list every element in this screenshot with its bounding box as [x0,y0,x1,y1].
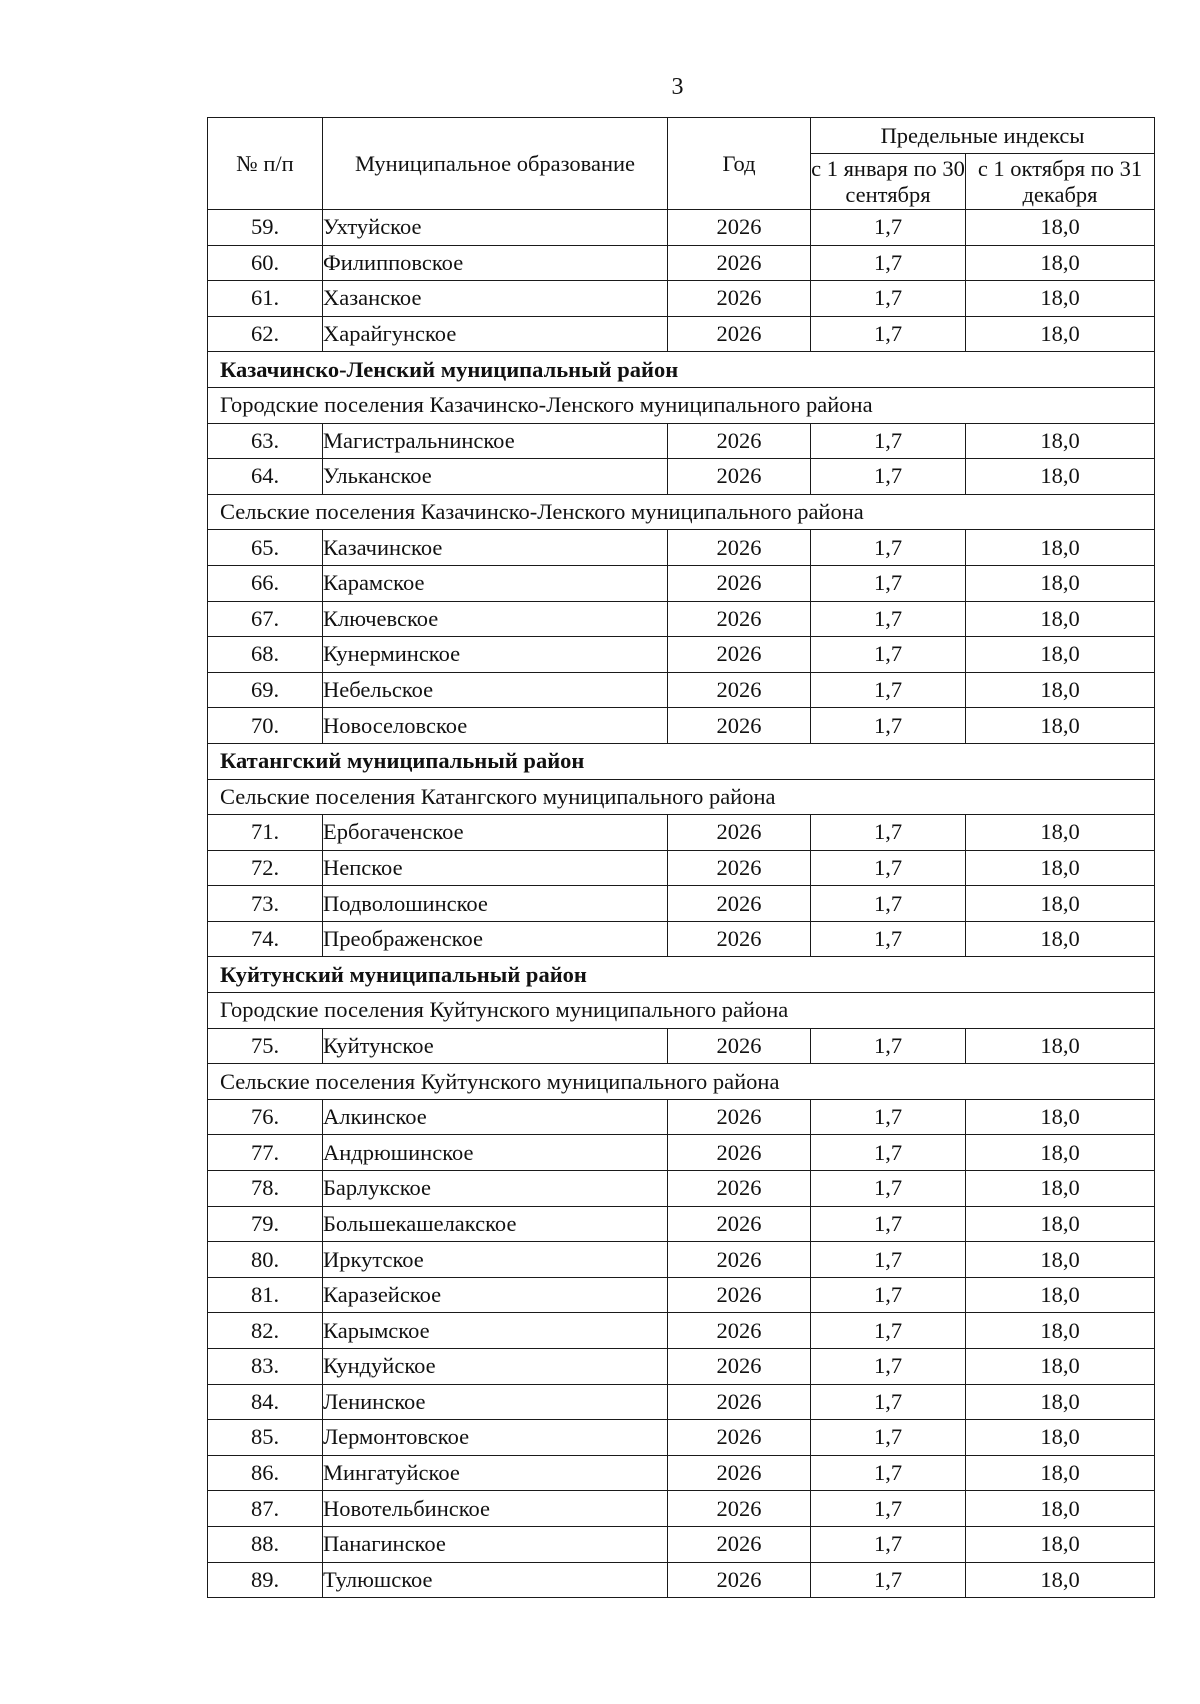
row-year: 2026 [668,815,811,851]
row-num: 59. [208,210,323,246]
row-num: 68. [208,637,323,673]
row-num: 67. [208,601,323,637]
row-num: 74. [208,921,323,957]
row-index-jan-sep: 1,7 [811,1099,966,1135]
header-period-2: с 1 октября по 31 декабря [966,154,1155,210]
row-num: 76. [208,1099,323,1135]
row-index-jan-sep: 1,7 [811,1171,966,1207]
row-index-oct-dec: 18,0 [966,1028,1155,1064]
district-heading-row [208,352,1155,388]
row-num: 60. [208,245,323,281]
table-row [208,530,1155,566]
row-municipality: Барлукское [323,1171,668,1207]
row-index-jan-sep: 1,7 [811,1028,966,1064]
row-index-oct-dec: 18,0 [966,1313,1155,1349]
table-row [208,1099,1155,1135]
row-num: 75. [208,1028,323,1064]
row-year: 2026 [668,1206,811,1242]
row-municipality: Казачинское [323,530,668,566]
row-year: 2026 [668,672,811,708]
row-municipality: Алкинское [323,1099,668,1135]
table-row [208,1526,1155,1562]
row-index-oct-dec: 18,0 [966,815,1155,851]
table-row [208,1277,1155,1313]
header-indices: Предельные индексы [811,118,1155,154]
row-year: 2026 [668,1099,811,1135]
settlement-group-row [208,494,1155,530]
row-year: 2026 [668,637,811,673]
table-row [208,245,1155,281]
table-row [208,1562,1155,1598]
district-heading-row [208,743,1155,779]
table-row [208,1455,1155,1491]
row-index-jan-sep: 1,7 [811,210,966,246]
row-num: 86. [208,1455,323,1491]
row-municipality: Лермонтовское [323,1420,668,1456]
row-year: 2026 [668,565,811,601]
row-year: 2026 [668,1028,811,1064]
table-row [208,637,1155,673]
row-index-oct-dec: 18,0 [966,530,1155,566]
table-row [208,210,1155,246]
row-year: 2026 [668,1171,811,1207]
settlement-group-row [208,993,1155,1029]
row-index-jan-sep: 1,7 [811,850,966,886]
row-num: 83. [208,1349,323,1385]
row-municipality: Ульканское [323,459,668,495]
row-year: 2026 [668,601,811,637]
row-year: 2026 [668,281,811,317]
settlement-group-row [208,1064,1155,1100]
settlement-group-row [208,779,1155,815]
row-municipality: Тулюшское [323,1562,668,1598]
settlement-group-heading: Сельские поселения Казачинско-Ленского муниципального района [208,494,1155,530]
row-index-oct-dec: 18,0 [966,1135,1155,1171]
row-year: 2026 [668,1242,811,1278]
header-year: Год [668,118,811,210]
row-index-jan-sep: 1,7 [811,1455,966,1491]
row-municipality: Хазанское [323,281,668,317]
row-index-jan-sep: 1,7 [811,281,966,317]
row-num: 63. [208,423,323,459]
row-index-oct-dec: 18,0 [966,459,1155,495]
row-num: 70. [208,708,323,744]
row-index-jan-sep: 1,7 [811,316,966,352]
row-municipality: Кунерминское [323,637,668,673]
row-index-oct-dec: 18,0 [966,565,1155,601]
row-municipality: Харайгунское [323,316,668,352]
row-index-jan-sep: 1,7 [811,245,966,281]
row-index-oct-dec: 18,0 [966,708,1155,744]
table-row [208,815,1155,851]
row-num: 82. [208,1313,323,1349]
row-num: 64. [208,459,323,495]
table-row [208,886,1155,922]
row-municipality: Магистральнинское [323,423,668,459]
header-period-1: с 1 января по 30 сентября [811,154,966,210]
table-row [208,281,1155,317]
table-row [208,565,1155,601]
row-year: 2026 [668,886,811,922]
table-row [208,1313,1155,1349]
row-index-oct-dec: 18,0 [966,1242,1155,1278]
row-index-jan-sep: 1,7 [811,601,966,637]
row-index-oct-dec: 18,0 [966,1277,1155,1313]
row-municipality: Ухтуйское [323,210,668,246]
row-year: 2026 [668,316,811,352]
row-index-jan-sep: 1,7 [811,1420,966,1456]
row-municipality: Андрюшинское [323,1135,668,1171]
table-row [208,672,1155,708]
row-year: 2026 [668,921,811,957]
row-municipality: Большекашелакское [323,1206,668,1242]
row-num: 61. [208,281,323,317]
row-index-oct-dec: 18,0 [966,281,1155,317]
row-index-jan-sep: 1,7 [811,1562,966,1598]
row-index-jan-sep: 1,7 [811,1491,966,1527]
row-municipality: Панагинское [323,1526,668,1562]
row-index-oct-dec: 18,0 [966,1455,1155,1491]
table-row [208,1420,1155,1456]
row-num: 72. [208,850,323,886]
row-municipality: Иркутское [323,1242,668,1278]
row-index-jan-sep: 1,7 [811,423,966,459]
tariff-index-table [207,117,1155,1598]
row-municipality: Новоселовское [323,708,668,744]
district-heading-row [208,957,1155,993]
row-municipality: Новотельбинское [323,1491,668,1527]
settlement-group-heading: Городские поселения Куйтунского муниципального района [208,993,1155,1029]
row-num: 84. [208,1384,323,1420]
row-year: 2026 [668,1349,811,1385]
row-index-jan-sep: 1,7 [811,530,966,566]
row-index-oct-dec: 18,0 [966,672,1155,708]
row-year: 2026 [668,1135,811,1171]
header-num: № п/п [208,118,323,210]
table-row [208,316,1155,352]
table-row [208,1206,1155,1242]
table-row [208,708,1155,744]
row-index-oct-dec: 18,0 [966,1420,1155,1456]
row-num: 66. [208,565,323,601]
row-index-jan-sep: 1,7 [811,1384,966,1420]
row-index-oct-dec: 18,0 [966,1206,1155,1242]
row-index-oct-dec: 18,0 [966,1349,1155,1385]
row-index-oct-dec: 18,0 [966,850,1155,886]
settlement-group-heading: Сельские поселения Куйтунского муниципального района [208,1064,1155,1100]
row-municipality: Куйтунское [323,1028,668,1064]
table-row [208,1242,1155,1278]
row-municipality: Карамское [323,565,668,601]
row-year: 2026 [668,1420,811,1456]
row-num: 87. [208,1491,323,1527]
row-num: 88. [208,1526,323,1562]
settlement-group-row [208,387,1155,423]
row-index-oct-dec: 18,0 [966,601,1155,637]
table-row [208,1171,1155,1207]
row-index-jan-sep: 1,7 [811,1242,966,1278]
table-header [208,118,1155,210]
row-index-oct-dec: 18,0 [966,921,1155,957]
row-index-oct-dec: 18,0 [966,1526,1155,1562]
row-index-oct-dec: 18,0 [966,637,1155,673]
table-row [208,1349,1155,1385]
table-row [208,423,1155,459]
row-year: 2026 [668,423,811,459]
row-index-oct-dec: 18,0 [966,1099,1155,1135]
row-num: 77. [208,1135,323,1171]
table-row [208,601,1155,637]
row-index-jan-sep: 1,7 [811,1526,966,1562]
row-index-oct-dec: 18,0 [966,245,1155,281]
row-index-jan-sep: 1,7 [811,815,966,851]
table-row [208,1491,1155,1527]
row-municipality: Непское [323,850,668,886]
row-index-oct-dec: 18,0 [966,1562,1155,1598]
row-year: 2026 [668,1277,811,1313]
row-num: 62. [208,316,323,352]
row-year: 2026 [668,1384,811,1420]
row-year: 2026 [668,1313,811,1349]
row-num: 69. [208,672,323,708]
table-row [208,459,1155,495]
row-num: 71. [208,815,323,851]
header-municipality: Муниципальное образование [323,118,668,210]
row-municipality: Карымское [323,1313,668,1349]
row-municipality: Каразейское [323,1277,668,1313]
row-municipality: Филипповское [323,245,668,281]
row-index-jan-sep: 1,7 [811,637,966,673]
row-index-jan-sep: 1,7 [811,1349,966,1385]
row-index-oct-dec: 18,0 [966,1491,1155,1527]
settlement-group-heading: Городские поселения Казачинско-Ленского муниципального района [208,387,1155,423]
table-row [208,921,1155,957]
district-heading: Казачинско-Ленский муниципальный район [208,352,1155,388]
row-index-oct-dec: 18,0 [966,1384,1155,1420]
row-year: 2026 [668,459,811,495]
table-row [208,850,1155,886]
row-year: 2026 [668,708,811,744]
row-year: 2026 [668,850,811,886]
row-year: 2026 [668,210,811,246]
row-num: 73. [208,886,323,922]
row-year: 2026 [668,1562,811,1598]
row-year: 2026 [668,1455,811,1491]
table-body [208,210,1155,1598]
table-row [208,1028,1155,1064]
row-index-jan-sep: 1,7 [811,886,966,922]
district-heading: Катангский муниципальный район [208,743,1155,779]
row-index-jan-sep: 1,7 [811,921,966,957]
page-number: 3 [671,74,684,100]
row-num: 78. [208,1171,323,1207]
row-index-jan-sep: 1,7 [811,1135,966,1171]
row-index-jan-sep: 1,7 [811,459,966,495]
row-num: 85. [208,1420,323,1456]
row-municipality: Небельское [323,672,668,708]
row-municipality: Ключевское [323,601,668,637]
row-index-oct-dec: 18,0 [966,423,1155,459]
row-municipality: Подволошинское [323,886,668,922]
row-index-jan-sep: 1,7 [811,672,966,708]
row-num: 79. [208,1206,323,1242]
row-municipality: Кундуйское [323,1349,668,1385]
row-index-jan-sep: 1,7 [811,708,966,744]
row-index-jan-sep: 1,7 [811,565,966,601]
row-index-jan-sep: 1,7 [811,1206,966,1242]
row-num: 89. [208,1562,323,1598]
row-index-oct-dec: 18,0 [966,1171,1155,1207]
row-index-oct-dec: 18,0 [966,886,1155,922]
row-num: 65. [208,530,323,566]
row-municipality: Преображенское [323,921,668,957]
row-num: 80. [208,1242,323,1278]
row-year: 2026 [668,1491,811,1527]
row-municipality: Мингатуйское [323,1455,668,1491]
row-index-oct-dec: 18,0 [966,316,1155,352]
table-row [208,1135,1155,1171]
row-municipality: Ленинское [323,1384,668,1420]
row-index-jan-sep: 1,7 [811,1313,966,1349]
table-row [208,1384,1155,1420]
row-municipality: Ербогаченское [323,815,668,851]
row-year: 2026 [668,1526,811,1562]
row-index-jan-sep: 1,7 [811,1277,966,1313]
row-index-oct-dec: 18,0 [966,210,1155,246]
district-heading: Куйтунский муниципальный район [208,957,1155,993]
settlement-group-heading: Сельские поселения Катангского муниципального района [208,779,1155,815]
row-year: 2026 [668,530,811,566]
row-num: 81. [208,1277,323,1313]
row-year: 2026 [668,245,811,281]
